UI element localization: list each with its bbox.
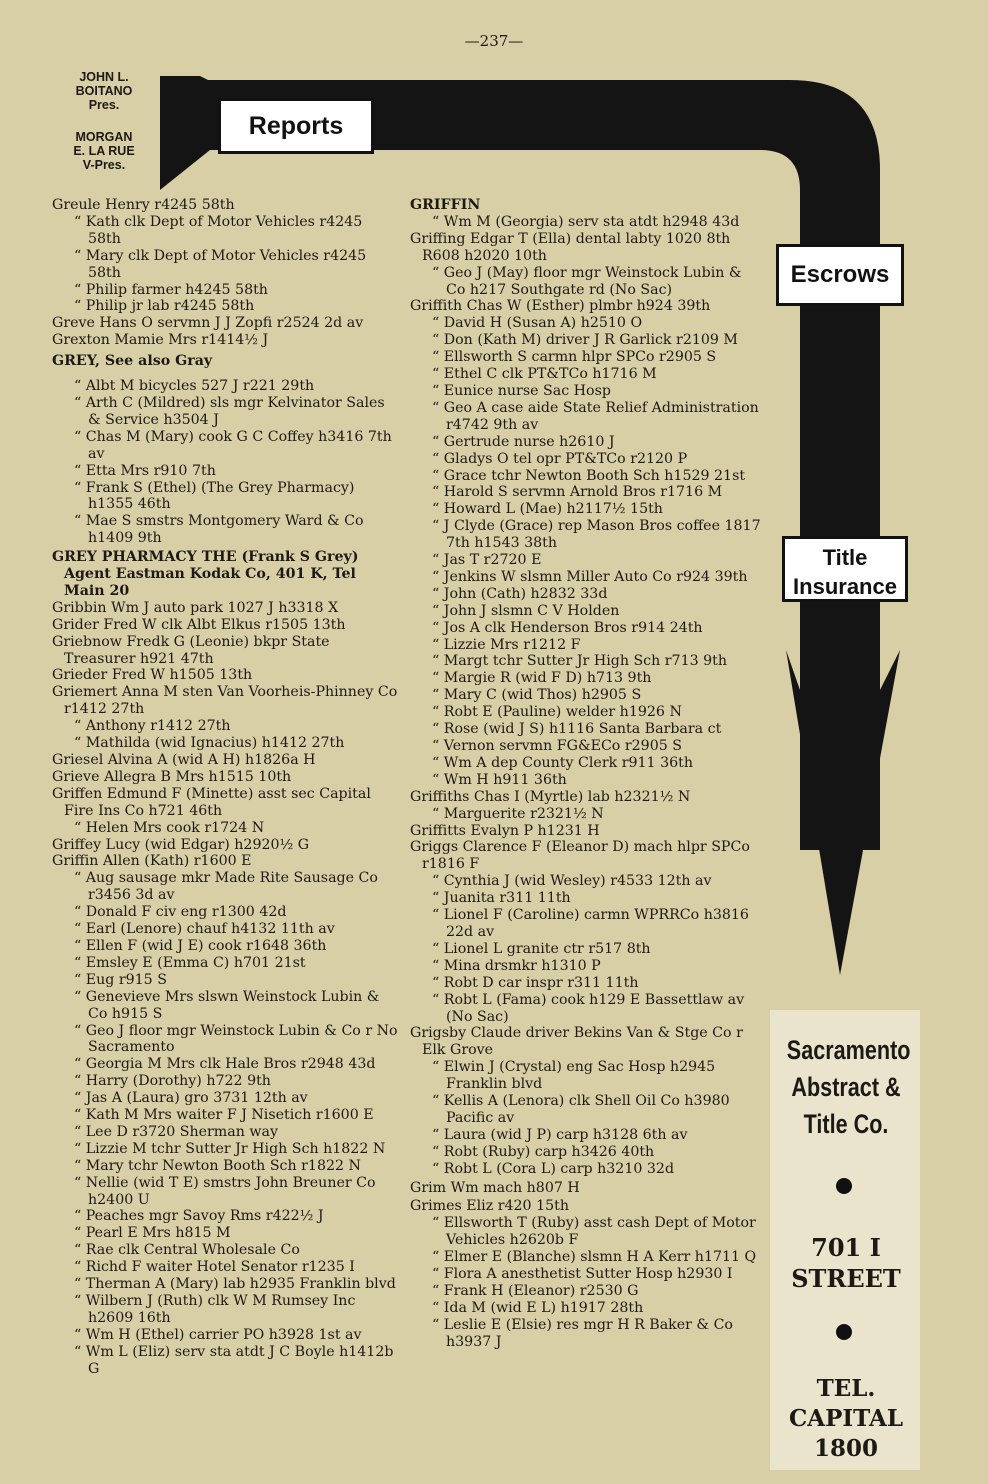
directory-entry: “ Robt (Ruby) carp h3426 40th [432, 1143, 655, 1160]
directory-entry: “ Rae clk Central Wholesale Co [74, 1242, 300, 1259]
directory-entry: “ Wm A dep County Clerk r911 36th [432, 754, 693, 771]
directory-entry: “ Pearl E Mrs h815 M [74, 1225, 231, 1242]
directory-entry: “ Don (Kath M) driver J R Garlick r2109 M [432, 332, 738, 349]
directory-entry: “ Geo J floor mgr Weinstock Lubin & Co r No Sacramento [74, 1022, 398, 1056]
directory-entry: “ Kath clk Dept of Motor Vehicles r4245 58th [74, 213, 363, 247]
directory-entry: “ Kath M Mrs waiter F J Nisetich r1600 E [74, 1107, 374, 1124]
officer-title: V-Pres. [82, 158, 126, 172]
directory-entry: “ Philip farmer h4245 58th [74, 281, 268, 298]
directory-entry: “ Richd F waiter Hotel Senator r1235 I [74, 1259, 355, 1276]
directory-entry: “ Nellie (wid T E) smstrs John Breuner Co h2400 U [74, 1174, 376, 1208]
directory-entry: “ Juanita r311 11th [432, 890, 571, 907]
ad-address-line: 701 I [811, 1233, 881, 1262]
officer-title: Pres. [88, 98, 120, 112]
directory-entry: “ Harold S servmn Arnold Bros r1716 M [432, 484, 723, 501]
directory-entry: “ Grace tchr Newton Booth Sch h1529 21st [432, 467, 746, 484]
directory-column-left [52, 197, 398, 1378]
directory-entry: “ Leslie E (Elsie) res mgr H R Baker & Co h3937 J [432, 1316, 733, 1350]
directory-entry: “ Albt M bicycles 527 J r221 29th [74, 378, 315, 395]
directory-entry: “ Elwin J (Crystal) eng Sac Hosp h2945 Franklin blvd [432, 1059, 716, 1093]
directory-entry: “ Lionel L granite ctr r517 8th [432, 940, 651, 957]
directory-entry: “ David H (Susan A) h2510 O [432, 315, 643, 332]
directory-column-right [410, 197, 762, 1351]
title-insurance-line: Insurance [793, 574, 897, 599]
directory-entry: Griffing Edgar T (Ella) dental labty 1020 8th R608 h2020 10th [410, 230, 731, 264]
directory-entry: Griffitts Evalyn P h1231 H [410, 822, 600, 839]
officer-name: E. LA RUE [73, 144, 135, 158]
directory-entry: “ Frank S (Ethel) (The Grey Pharmacy) h1355 46th [74, 479, 355, 513]
directory-entry: Grimes Eliz r420 15th [410, 1198, 569, 1215]
directory-entry: Griffiths Chas I (Myrtle) lab h2321½ N [410, 788, 691, 805]
directory-entry: “ Howard L (Mae) h2117½ 15th [432, 501, 663, 518]
directory-entry: “ Flora A anesthetist Sutter Hosp h2930 I [432, 1266, 733, 1283]
directory-entry: “ Mary tchr Newton Booth Sch r1822 N [74, 1157, 361, 1174]
directory-entry: “ Robt D car inspr r311 11th [432, 974, 639, 991]
directory-entry: “ Eunice nurse Sac Hosp [432, 382, 611, 399]
directory-entry: “ Arth C (Mildred) sls mgr Kelvinator Sales & Service h3504 J [74, 394, 385, 428]
directory-entry: “ Margt tchr Sutter Jr High Sch r713 9th [432, 653, 728, 670]
directory-entry: Griffen Edmund F (Minette) asst sec Capital Fire Ins Co h721 46th [52, 785, 371, 819]
directory-entry: “ Mary clk Dept of Motor Vehicles r4245 58th [74, 247, 367, 281]
directory-entry: “ Lizzie M tchr Sutter Jr High Sch h1822 N [74, 1140, 386, 1157]
directory-entry: Griggs Clarence F (Eleanor D) mach hlpr SPCo r1816 F [410, 839, 750, 873]
directory-entry: “ Therman A (Mary) lab h2935 Franklin blvd [74, 1276, 396, 1293]
directory-entry: “ Laura (wid J P) carp h3128 6th av [432, 1126, 688, 1143]
directory-entry: Grider Fred W clk Albt Elkus r1505 13th [52, 616, 346, 633]
ad-phone-line: CAPITAL [788, 1405, 904, 1432]
directory-entry: Grigsby Claude driver Bekins Van & Stge Co r Elk Grove [410, 1025, 743, 1059]
ad-company-line: Abstract & [791, 1072, 901, 1102]
directory-entry: “ Jas A (Laura) gro 3731 12th av [74, 1090, 308, 1107]
directory-entry: “ Wilbern J (Ruth) clk W M Rumsey Inc h2609 16th [74, 1293, 356, 1326]
title-insurance-label [782, 536, 908, 602]
title-insurance-line: Title [822, 545, 868, 570]
ad-phone-line: 1800 [813, 1435, 878, 1462]
ad-phone [772, 1374, 920, 1464]
directory-entry: “ Cynthia J (wid Wesley) r4533 12th av [432, 873, 712, 890]
directory-entry: “ Ethel C clk PT&TCo h1716 M [432, 366, 657, 383]
directory-entry: “ Wm L (Eliz) serv sta atdt J C Boyle h1412b G [74, 1343, 394, 1377]
directory-entry: “ Vernon servmn FG&ECo r2905 S [432, 738, 682, 754]
page-number: —237— [464, 32, 524, 50]
directory-entry: Griemert Anna M sten Van Voorheis-Phinney Co r1412 27th [52, 684, 398, 718]
directory-entry: “ Eug r915 S [74, 971, 167, 988]
directory-entry: “ Etta Mrs r910 7th [74, 462, 216, 479]
officer-name: MORGAN [75, 130, 133, 144]
directory-entry: “ John J slsmn C V Holden [432, 602, 620, 619]
ad-company-line: Title Co. [803, 1109, 889, 1139]
ad-company-line: Sacramento [786, 1035, 911, 1065]
directory-entry: “ Chas M (Mary) cook G C Coffey h3416 7th av [74, 428, 392, 462]
officer-name: BOITANO [75, 84, 133, 98]
directory-entry: “ Robt E (Pauline) welder h1926 N [432, 704, 682, 721]
directory-entry: “ J Clyde (Grace) rep Mason Bros coffee 1817 7th h1543 38th [432, 518, 761, 552]
directory-entry: “ Jas T r2720 E [432, 552, 542, 569]
directory-entry: Greule Henry r4245 58th [52, 197, 235, 213]
bullet-dot-icon [836, 1324, 852, 1340]
directory-entry: “ Peaches mgr Savoy Rms r422½ J [74, 1208, 324, 1225]
directory-entry: Grieder Fred W h1505 13th [52, 667, 253, 684]
directory-entry: “ Ellsworth S carmn hlpr SPCo r2905 S [432, 349, 717, 366]
directory-entry: Grieve Allegra B Mrs h1515 10th [52, 768, 292, 785]
bullet-dot-icon [836, 1178, 852, 1194]
directory-entry: “ Emsley E (Emma C) h701 21st [74, 954, 306, 971]
officer-name: JOHN L. [79, 70, 129, 84]
directory-entry: “ Jenkins W slsmn Miller Auto Co r924 39th [432, 568, 748, 585]
directory-entry: “ Robt L (Fama) cook h129 E Bassettlaw av (No Sac) [432, 991, 745, 1025]
escrows-label: Escrows [776, 244, 904, 306]
directory-entry: “ Aug sausage mkr Made Rite Sausage Co r3456 3d av [74, 870, 378, 904]
directory-entry: Greve Hans O servmn J J Zopfi r2524 2d av [52, 315, 364, 332]
directory-entry: “ Frank H (Eleanor) r2530 G [432, 1283, 639, 1299]
directory-entry: “ Margie R (wid F D) h713 9th [432, 670, 652, 687]
directory-entry: “ John (Cath) h2832 33d [432, 585, 608, 602]
directory-entry: “ Lee D r3720 Sherman way [74, 1123, 278, 1140]
directory-entry: Griffey Lucy (wid Edgar) h2920½ G [52, 836, 310, 853]
directory-entry: “ Gertrude nurse h2610 J [432, 433, 615, 450]
directory-entry: “ Wm H h911 36th [432, 771, 567, 788]
directory-entry: “ Wm H (Ethel) carrier PO h3928 1st av [74, 1326, 362, 1343]
directory-entry: “ Earl (Lenore) chauf h4132 11th av [74, 921, 335, 938]
directory-entry: “ Donald F civ eng r1300 42d [74, 904, 287, 921]
ad-company-name [786, 1032, 911, 1143]
directory-entry: “ Rose (wid J S) h1116 Santa Barbara ct [432, 721, 722, 738]
directory-entry: “ Lizzie Mrs r1212 F [432, 636, 581, 653]
directory-entry: “ Marguerite r2321½ N [432, 805, 604, 822]
ad-address [772, 1232, 920, 1294]
directory-entry: “ Robt L (Cora L) carp h3210 32d [432, 1160, 675, 1177]
directory-heading: GREY PHARMACY THE (Frank S Grey) Agent Eastman Kodak Co, 401 K, Tel Main 20 [52, 549, 359, 599]
directory-entry: “ Helen Mrs cook r1724 N [74, 819, 265, 836]
ad-phone-line: TEL. [816, 1375, 876, 1402]
directory-entry: Gribbin Wm J auto park 1027 J h3318 X [52, 599, 339, 616]
directory-entry: “ Lionel F (Caroline) carmn WPRRCo h3816 22d av [432, 907, 749, 940]
directory-entry: “ Anthony r1412 27th [74, 718, 231, 735]
directory-entry: Grexton Mamie Mrs r1414½ J [52, 332, 269, 349]
directory-entry: “ Ellen F (wid J E) cook r1648 36th [74, 937, 327, 954]
directory-entry: “ Elmer E (Blanche) slsmn H A Kerr h1711 Q [432, 1249, 757, 1266]
directory-entry: “ Ellsworth T (Ruby) asst cash Dept of Motor Vehicles h2620b F [432, 1215, 756, 1249]
directory-entry: “ Georgia M Mrs clk Hale Bros r2948 43d [74, 1056, 376, 1073]
directory-entry: “ Jos A clk Henderson Bros r914 24th [432, 619, 703, 636]
directory-entry: “ Gladys O tel opr PT&TCo r2120 P [432, 450, 688, 467]
directory-entry: “ Ida M (wid E L) h1917 28th [432, 1299, 644, 1316]
directory-heading: GRIFFIN [410, 197, 481, 213]
directory-entry: Griffin Allen (Kath) r1600 E [52, 853, 252, 870]
directory-entry: “ Wm M (Georgia) serv sta atdt h2948 43d [432, 213, 740, 230]
directory-entry: “ Philip jr lab r4245 58th [74, 298, 255, 315]
directory-entry: “ Harry (Dorothy) h722 9th [74, 1073, 271, 1090]
directory-entry: “ Mina drsmkr h1310 P [432, 957, 601, 974]
directory-entry: “ Mathilda (wid Ignacius) h1412 27th [74, 735, 345, 752]
directory-entry: Griesel Alvina A (wid A H) h1826a H [52, 752, 316, 768]
reports-label: Reports [218, 98, 374, 154]
directory-entry: “ Kellis A (Lenora) clk Shell Oil Co h3980 Pacific av [432, 1093, 730, 1126]
directory-entry: Griffith Chas W (Esther) plmbr h924 39th [410, 298, 711, 315]
directory-entry: “ Genevieve Mrs slswn Weinstock Lubin & Co h915 S [74, 988, 380, 1022]
directory-entry: “ Geo J (May) floor mgr Weinstock Lubin & Co h217 Southgate rd (No Sac) [432, 264, 742, 298]
directory-entry: Griebnow Fredk G (Leonie) bkpr State Treasurer h921 47th [52, 633, 330, 667]
directory-heading: GREY, See also Gray [52, 353, 213, 370]
directory-entry: “ Mae S smstrs Montgomery Ward & Co h1409 9th [74, 513, 364, 547]
directory-entry: Grim Wm mach h807 H [410, 1179, 580, 1196]
ad-address-line: STREET [791, 1264, 901, 1293]
directory-entry: “ Geo A case aide State Relief Administration r4742 9th av [432, 399, 759, 433]
directory-entry: “ Mary C (wid Thos) h2905 S [432, 687, 642, 704]
